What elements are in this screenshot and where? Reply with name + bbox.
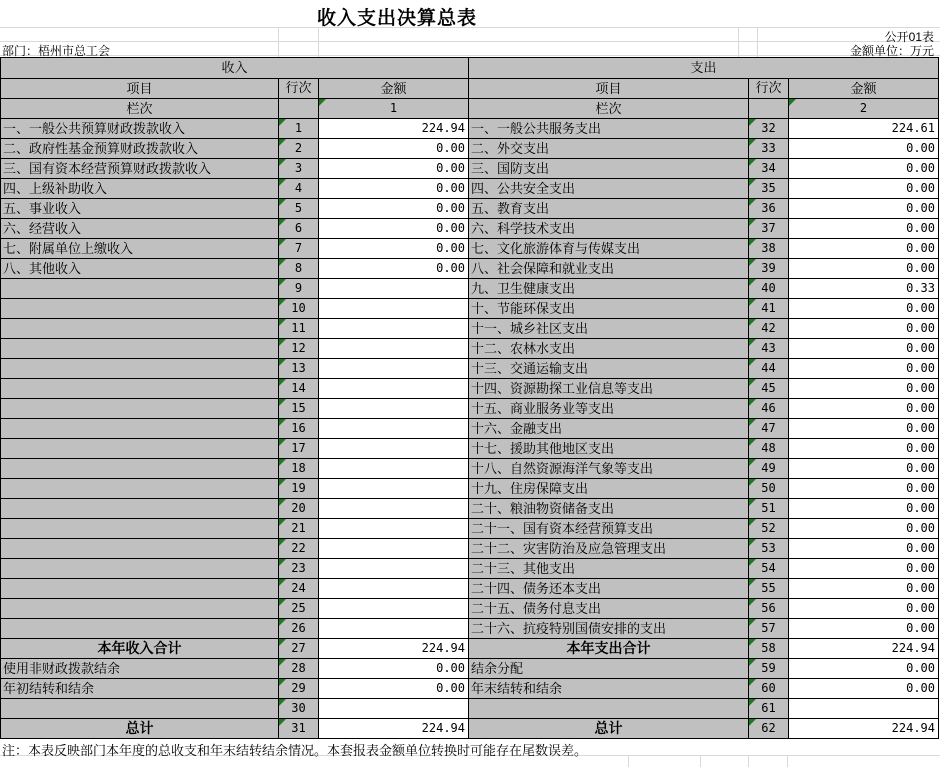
income-table-row [1,639,469,659]
income-lanci-label: 栏次 [1,99,279,119]
income-amount-cell [319,539,469,559]
expense-line-cell: 39 [749,259,789,279]
expense-amount-cell: 224.94 [789,639,939,659]
expense-item-cell: 六、科学技术支出 [469,219,749,239]
income-table-row [1,399,469,419]
income-table-row [1,259,469,279]
income-item-cell [1,379,279,399]
expense-table-row [469,419,939,439]
income-item-cell [1,459,279,479]
income-line-cell: 14 [279,379,319,399]
income-item-cell [1,299,279,319]
income-item-cell [1,419,279,439]
income-amount-cell: 0.00 [319,679,469,699]
expense-line-cell: 44 [749,359,789,379]
income-item-cell: 七、附属单位上缴收入 [1,239,279,259]
income-table-row [1,539,469,559]
income-col-header-amount: 金额 [319,79,469,99]
income-amount-cell: 0.00 [319,259,469,279]
expense-amount-cell: 0.00 [789,419,939,439]
grid-line [700,755,701,767]
expense-lanci-value: 2 [789,99,939,119]
expense-table-row [469,459,939,479]
income-table-row [1,419,469,439]
income-item-cell [1,399,279,419]
grid-line [0,55,940,56]
grid-line [318,27,319,57]
income-item-cell: 五、事业收入 [1,199,279,219]
expense-item-cell: 结余分配 [469,659,749,679]
income-item-cell [1,579,279,599]
expense-item-cell: 二十一、国有资本经营预算支出 [469,519,749,539]
income-item-cell [1,439,279,459]
income-table-row [1,659,469,679]
income-line-cell: 3 [279,159,319,179]
expense-table-row [469,239,939,259]
expense-item-cell: 十三、交通运输支出 [469,359,749,379]
expense-amount-cell: 0.00 [789,579,939,599]
income-amount-cell: 0.00 [319,159,469,179]
income-amount-cell [319,559,469,579]
income-line-cell: 27 [279,639,319,659]
income-table-row [1,179,469,199]
income-amount-cell [319,499,469,519]
expense-amount-cell: 0.00 [789,379,939,399]
expense-table-row [469,159,939,179]
income-amount-cell [319,379,469,399]
expense-line-cell: 54 [749,559,789,579]
expense-line-cell: 52 [749,519,789,539]
expense-item-cell: 十四、资源勘探工业信息等支出 [469,379,749,399]
expense-amount-cell: 0.00 [789,299,939,319]
income-amount-cell [319,579,469,599]
expense-lanci-label: 栏次 [469,99,749,119]
income-item-cell: 四、上级补助收入 [1,179,279,199]
income-line-cell: 21 [279,519,319,539]
income-table-row [1,279,469,299]
income-item-cell [1,599,279,619]
income-item-cell: 年初结转和结余 [1,679,279,699]
income-amount-cell: 0.00 [319,199,469,219]
expense-amount-cell [789,699,939,719]
income-line-cell: 5 [279,199,319,219]
expense-item-cell: 本年支出合计 [469,639,749,659]
expense-line-cell: 32 [749,119,789,139]
income-table-row [1,679,469,699]
expense-amount-cell: 0.00 [789,159,939,179]
income-table-row [1,479,469,499]
expense-table-row [469,379,939,399]
income-line-cell: 24 [279,579,319,599]
expense-table-row [469,179,939,199]
income-table-row [1,599,469,619]
income-lanci-row [1,99,469,119]
income-table-row [1,559,469,579]
income-line-cell: 18 [279,459,319,479]
expense-table-row [469,359,939,379]
expense-item-cell: 八、社会保障和就业支出 [469,259,749,279]
expense-amount-cell: 0.33 [789,279,939,299]
income-item-cell: 一、一般公共预算财政拨款收入 [1,119,279,139]
expense-line-cell: 50 [749,479,789,499]
expense-table-row [469,699,939,719]
income-table-row [1,699,469,719]
sheet-number: 公开01表 [884,30,934,44]
expense-item-cell: 十七、援助其他地区支出 [469,439,749,459]
expense-item-cell: 十九、住房保障支出 [469,479,749,499]
income-line-cell: 15 [279,399,319,419]
expense-amount-cell: 0.00 [789,619,939,639]
expense-table-row [469,559,939,579]
expense-amount-cell: 0.00 [789,399,939,419]
income-item-cell: 总计 [1,719,279,739]
expense-col-header-amount: 金额 [789,79,939,99]
income-line-cell: 19 [279,479,319,499]
income-amount-cell: 224.94 [319,119,469,139]
income-amount-cell [319,299,469,319]
expense-item-cell: 二十、粮油物资储备支出 [469,499,749,519]
income-amount-cell [319,399,469,419]
expense-item-cell [469,699,749,719]
expense-table-row [469,599,939,619]
income-col-header-line: 行次 [279,79,319,99]
expense-item-cell: 十五、商业服务业等支出 [469,399,749,419]
income-item-cell [1,499,279,519]
expense-amount-cell: 0.00 [789,479,939,499]
income-amount-cell: 224.94 [319,719,469,739]
income-table-row [1,139,469,159]
unit-label: 金额单位：万元 [849,44,934,58]
expense-amount-cell: 224.61 [789,119,939,139]
expense-amount-cell: 0.00 [789,339,939,359]
expense-amount-cell: 0.00 [789,679,939,699]
income-line-cell: 11 [279,319,319,339]
income-amount-cell [319,619,469,639]
income-line-cell: 6 [279,219,319,239]
income-line-cell: 4 [279,179,319,199]
expense-line-cell: 42 [749,319,789,339]
income-line-cell: 22 [279,539,319,559]
grid-line [628,755,629,767]
expense-line-cell: 40 [749,279,789,299]
income-table-row [1,459,469,479]
income-amount-cell: 224.94 [319,639,469,659]
income-table-row [1,719,469,739]
income-table-row [1,439,469,459]
expense-lanci-line-cell [749,99,789,119]
income-item-cell: 使用非财政拨款结余 [1,659,279,679]
income-line-cell: 7 [279,239,319,259]
expense-item-cell: 二十五、债务付息支出 [469,599,749,619]
income-table-row [1,199,469,219]
income-amount-cell [319,279,469,299]
expense-table-row [469,259,939,279]
income-item-cell [1,559,279,579]
income-item-cell: 六、经营收入 [1,219,279,239]
expense-item-cell: 十六、金融支出 [469,419,749,439]
income-line-cell: 25 [279,599,319,619]
expense-amount-cell: 0.00 [789,499,939,519]
income-line-cell: 9 [279,279,319,299]
income-line-cell: 12 [279,339,319,359]
income-table-row [1,339,469,359]
income-table-row [1,119,469,139]
expense-item-cell: 十二、农林水支出 [469,339,749,359]
income-amount-cell: 0.00 [319,659,469,679]
income-amount-cell: 0.00 [319,139,469,159]
expense-table-row [469,479,939,499]
expense-amount-cell: 0.00 [789,199,939,219]
income-section-header: 收入 [1,58,469,79]
income-item-cell: 二、政府性基金预算财政拨款收入 [1,139,279,159]
expense-line-cell: 61 [749,699,789,719]
income-amount-cell [319,319,469,339]
expense-line-cell: 35 [749,179,789,199]
expense-line-cell: 36 [749,199,789,219]
expense-line-cell: 51 [749,499,789,519]
expense-amount-cell: 0.00 [789,359,939,379]
grid-line [757,27,758,57]
income-amount-cell [319,519,469,539]
expense-table-row [469,659,939,679]
expense-table-row [469,219,939,239]
expense-line-cell: 53 [749,539,789,559]
income-amount-cell [319,359,469,379]
income-amount-cell [319,459,469,479]
income-item-cell [1,539,279,559]
income-item-cell [1,339,279,359]
expense-line-cell: 58 [749,639,789,659]
expense-table-row [469,519,939,539]
expense-line-cell: 56 [749,599,789,619]
grid-line [0,41,940,42]
expense-amount-cell: 0.00 [789,599,939,619]
expense-amount-cell: 0.00 [789,459,939,479]
income-table-row [1,519,469,539]
income-amount-cell [319,439,469,459]
expense-amount-cell: 0.00 [789,539,939,559]
expense-amount-cell: 224.94 [789,719,939,739]
expense-table-row [469,319,939,339]
expense-amount-cell: 0.00 [789,319,939,339]
expense-item-cell: 四、公共安全支出 [469,179,749,199]
expense-item-cell: 二十四、债务还本支出 [469,579,749,599]
expense-amount-cell: 0.00 [789,439,939,459]
income-line-cell: 8 [279,259,319,279]
income-line-cell: 28 [279,659,319,679]
expense-table-row [469,339,939,359]
expense-item-cell: 总计 [469,719,749,739]
income-amount-cell [319,699,469,719]
income-amount-cell [319,419,469,439]
expense-line-cell: 37 [749,219,789,239]
income-line-cell: 20 [279,499,319,519]
expense-item-cell: 二十六、抗疫特别国债安排的支出 [469,619,749,639]
income-table-row [1,579,469,599]
expense-line-cell: 49 [749,459,789,479]
expense-table-row [469,679,939,699]
income-header-row [1,79,469,99]
income-line-cell: 10 [279,299,319,319]
income-table-row [1,159,469,179]
expense-item-cell: 七、文化旅游体育与传媒支出 [469,239,749,259]
expense-table-row [469,439,939,459]
expense-item-cell: 十八、自然资源海洋气象等支出 [469,459,749,479]
income-item-cell: 本年收入合计 [1,639,279,659]
expense-line-cell: 41 [749,299,789,319]
footnote: 注：本表反映部门本年度的总收支和年末结转结余情况。本套报表金额单位转换时可能存在尾数误差。 [2,743,588,758]
expense-line-cell: 34 [749,159,789,179]
expense-line-cell: 57 [749,619,789,639]
income-rows [1,119,469,739]
income-table-row [1,219,469,239]
expense-line-cell: 55 [749,579,789,599]
income-line-cell: 2 [279,139,319,159]
income-amount-cell [319,599,469,619]
income-line-cell: 31 [279,719,319,739]
expense-amount-cell: 0.00 [789,139,939,159]
expense-amount-cell: 0.00 [789,259,939,279]
expense-line-cell: 33 [749,139,789,159]
expense-item-cell: 九、卫生健康支出 [469,279,749,299]
expense-amount-cell: 0.00 [789,519,939,539]
income-table-row [1,379,469,399]
expense-table-row [469,279,939,299]
income-item-cell: 八、其他收入 [1,259,279,279]
income-item-cell [1,699,279,719]
income-table-row [1,359,469,379]
income-amount-cell: 0.00 [319,239,469,259]
expense-line-cell: 43 [749,339,789,359]
income-item-cell [1,619,279,639]
income-item-cell [1,359,279,379]
expense-col-header-item: 项目 [469,79,749,99]
expense-line-cell: 59 [749,659,789,679]
income-item-cell [1,479,279,499]
expense-amount-cell: 0.00 [789,219,939,239]
expense-line-cell: 60 [749,679,789,699]
expense-item-cell: 年末结转和结余 [469,679,749,699]
expense-table-row [469,719,939,739]
expense-table-row [469,539,939,559]
grid-line [738,27,739,57]
income-item-cell [1,319,279,339]
expense-line-cell: 47 [749,419,789,439]
expense-header-row [469,79,939,99]
expense-table-row [469,199,939,219]
expense-section [469,58,939,739]
income-line-cell: 23 [279,559,319,579]
income-line-cell: 16 [279,419,319,439]
expense-line-cell: 48 [749,439,789,459]
expense-amount-cell: 0.00 [789,179,939,199]
department-label: 部门：梧州市总工会 [2,44,111,58]
grid-line [748,755,749,767]
expense-amount-cell: 0.00 [789,239,939,259]
income-amount-cell: 0.00 [319,219,469,239]
expense-line-cell: 46 [749,399,789,419]
income-line-cell: 1 [279,119,319,139]
expense-line-cell: 62 [749,719,789,739]
expense-item-cell: 二、外交支出 [469,139,749,159]
grid-line [787,755,788,767]
income-line-cell: 17 [279,439,319,459]
expense-table-row [469,619,939,639]
income-col-header-item: 项目 [1,79,279,99]
expense-item-cell: 十、节能环保支出 [469,299,749,319]
income-table-row [1,499,469,519]
expense-item-cell: 十一、城乡社区支出 [469,319,749,339]
income-table-row [1,319,469,339]
income-amount-cell: 0.00 [319,179,469,199]
expense-section-header: 支出 [469,58,939,79]
expense-line-cell: 38 [749,239,789,259]
income-table-row [1,619,469,639]
expense-table-row [469,119,939,139]
expense-line-cell: 45 [749,379,789,399]
income-line-cell: 30 [279,699,319,719]
expense-amount-cell: 0.00 [789,559,939,579]
expense-item-cell: 一、一般公共服务支出 [469,119,749,139]
expense-item-cell: 三、国防支出 [469,159,749,179]
income-item-cell: 三、国有资本经营预算财政拨款收入 [1,159,279,179]
income-lanci-value: 1 [319,99,469,119]
expense-table-row [469,579,939,599]
income-table-row [1,299,469,319]
income-line-cell: 29 [279,679,319,699]
expense-table-row [469,499,939,519]
income-lanci-line-cell [279,99,319,119]
expense-rows [469,119,939,739]
income-amount-cell [319,479,469,499]
expense-table-row [469,299,939,319]
income-table-row [1,239,469,259]
expense-table-row [469,399,939,419]
income-line-cell: 26 [279,619,319,639]
expense-amount-cell: 0.00 [789,659,939,679]
income-item-cell [1,279,279,299]
expense-item-cell: 五、教育支出 [469,199,749,219]
income-amount-cell [319,339,469,359]
expense-col-header-line: 行次 [749,79,789,99]
grid-line [278,27,279,57]
page-title: 收入支出决算总表 [316,8,477,29]
summary-table [0,57,939,739]
income-section [1,58,469,739]
income-line-cell: 13 [279,359,319,379]
expense-item-cell: 二十三、其他支出 [469,559,749,579]
expense-lanci-row [469,99,939,119]
expense-item-cell: 二十二、灾害防治及应急管理支出 [469,539,749,559]
income-item-cell [1,519,279,539]
expense-table-row [469,139,939,159]
expense-table-row [469,639,939,659]
